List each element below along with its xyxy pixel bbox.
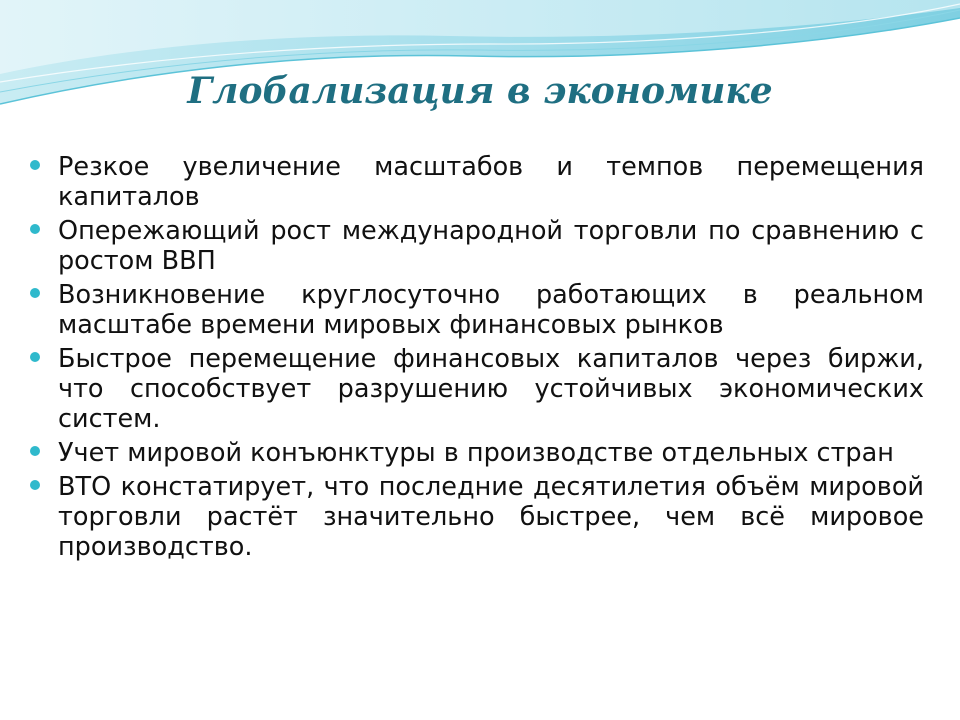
list-item (30, 216, 924, 276)
list-item (30, 152, 924, 212)
bullet-text: Опережающий рост международной торговли по сравнению с ростом ВВП (58, 216, 924, 276)
bullet-text: Быстрое перемещение финансовых капиталов через биржи, что способствует разрушению устойчивых экономических систем. (58, 344, 924, 434)
slide-title: Глобализация в экономике (187, 70, 773, 112)
bullet-dot-icon (30, 160, 40, 170)
bullet-dot-icon (30, 446, 40, 456)
list-item (30, 438, 924, 468)
bullet-text: Возникновение круглосуточно работающих в реальном масштабе времени мировых финансовых рынков (58, 280, 924, 340)
list-item (30, 472, 924, 562)
bullet-text: ВТО констатирует, что последние десятилетия объём мировой торговли растёт значительно быстрее, чем всё мировое производство. (58, 472, 924, 562)
bullet-dot-icon (30, 480, 40, 490)
bullet-text: Учет мировой конъюнктуры в производстве отдельных стран (58, 438, 894, 468)
bullet-dot-icon (30, 224, 40, 234)
list-item (30, 280, 924, 340)
bullet-text: Резкое увеличение масштабов и темпов перемещения капиталов (58, 152, 924, 212)
bullet-dot-icon (30, 288, 40, 298)
bullet-dot-icon (30, 352, 40, 362)
bullet-list (30, 152, 924, 566)
list-item (30, 344, 924, 434)
